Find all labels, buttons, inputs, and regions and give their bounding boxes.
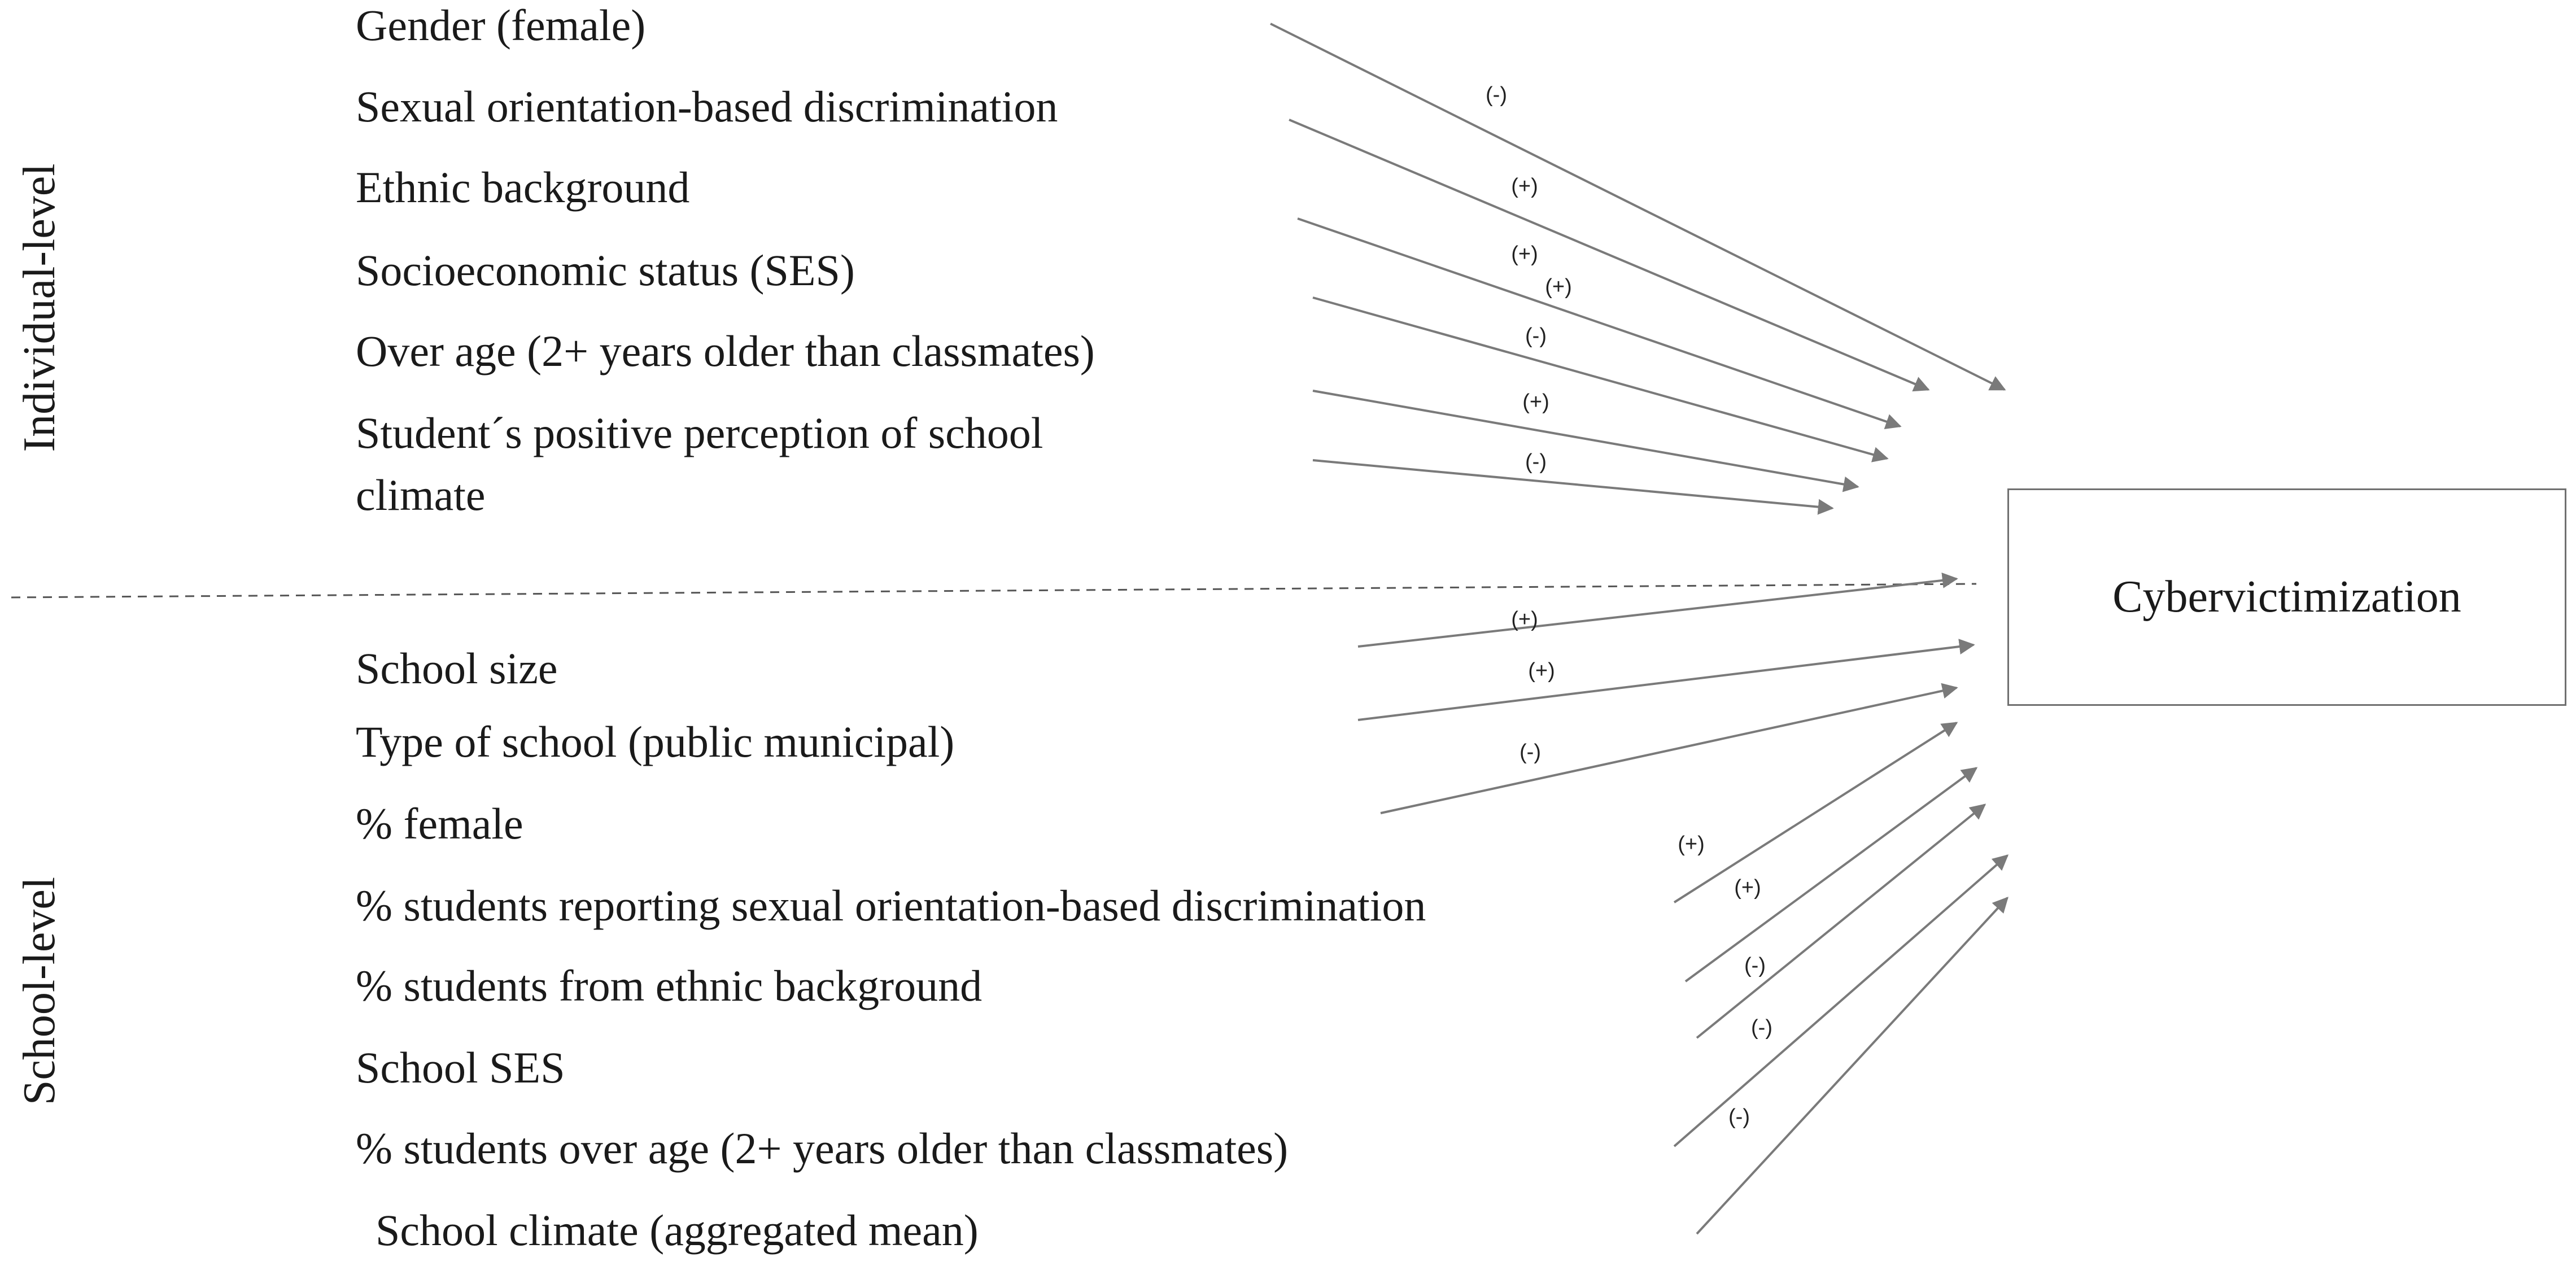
predictor-pct-over-age: % students over age (2+ years older than classmates) [356,1124,1289,1173]
sign-pct-female: (-) [1520,740,1541,764]
arrow-type-of-school [1358,645,1974,720]
sign-pct-discrimination: (+) [1678,832,1705,856]
predictor-gender: Gender (female) [356,1,646,50]
sign-type-of-school: (+) [1528,659,1555,683]
predictor-school-climate-perception-cont: climate [356,470,486,520]
predictor-over-age: Over age (2+ years older than classmates) [356,326,1095,376]
arrow-school-size [1358,579,1957,647]
individual-level-title: Individual-level [15,163,64,452]
sign-school-climate-perception: (+) [1522,390,1549,414]
outcome-label: Cybervictimization [2112,572,2461,622]
predictor-school-climate-perception: Student´s positive perception of school [356,408,1044,457]
school-level-title: School-level [15,876,64,1106]
arrow-school-ses [1697,805,1985,1038]
predictor-school-ses: School SES [356,1043,565,1092]
predictor-pct-female: % female [356,799,523,848]
sign-gender: (-) [1486,83,1507,107]
sign-ses: (+) [1545,275,1572,299]
predictor-pct-ethnic: % students from ethnic background [356,961,983,1010]
sign-pct-over-age: (-) [1751,1016,1772,1040]
sign-pct-ethnic: (+) [1734,876,1761,900]
arrow-pct-over-age [1674,855,2007,1146]
predictor-school-climate-mean: School climate (aggregated mean) [376,1206,979,1255]
predictor-pct-discrimination: % students reporting sexual orientation-based discrimination [356,881,1426,930]
arrow-school-climate-mean [1697,898,2007,1234]
sign-ethnic-background: (+) [1511,242,1538,266]
sign-sexual-discrimination: (+) [1511,174,1538,198]
predictor-school-size: School size [356,644,558,693]
arrow-pct-ethnic [1686,768,1976,981]
predictor-type-of-school: Type of school (public municipal) [356,717,955,766]
sign-school-climate-perception-2: (-) [1525,450,1547,474]
sign-school-climate-mean: (-) [1728,1105,1750,1129]
arrow-over-age [1313,391,1858,487]
sign-over-age: (-) [1525,324,1547,348]
sign-school-size: (+) [1511,608,1538,631]
arrow-sexual-discrimination [1289,120,1928,390]
predictor-ethnic-background: Ethnic background [356,163,690,212]
level-divider [11,584,1976,597]
sign-school-ses: (-) [1744,954,1766,977]
predictor-ses: Socioeconomic status (SES) [356,246,855,295]
predictor-sexual-discrimination: Sexual orientation-based discrimination [356,82,1058,131]
